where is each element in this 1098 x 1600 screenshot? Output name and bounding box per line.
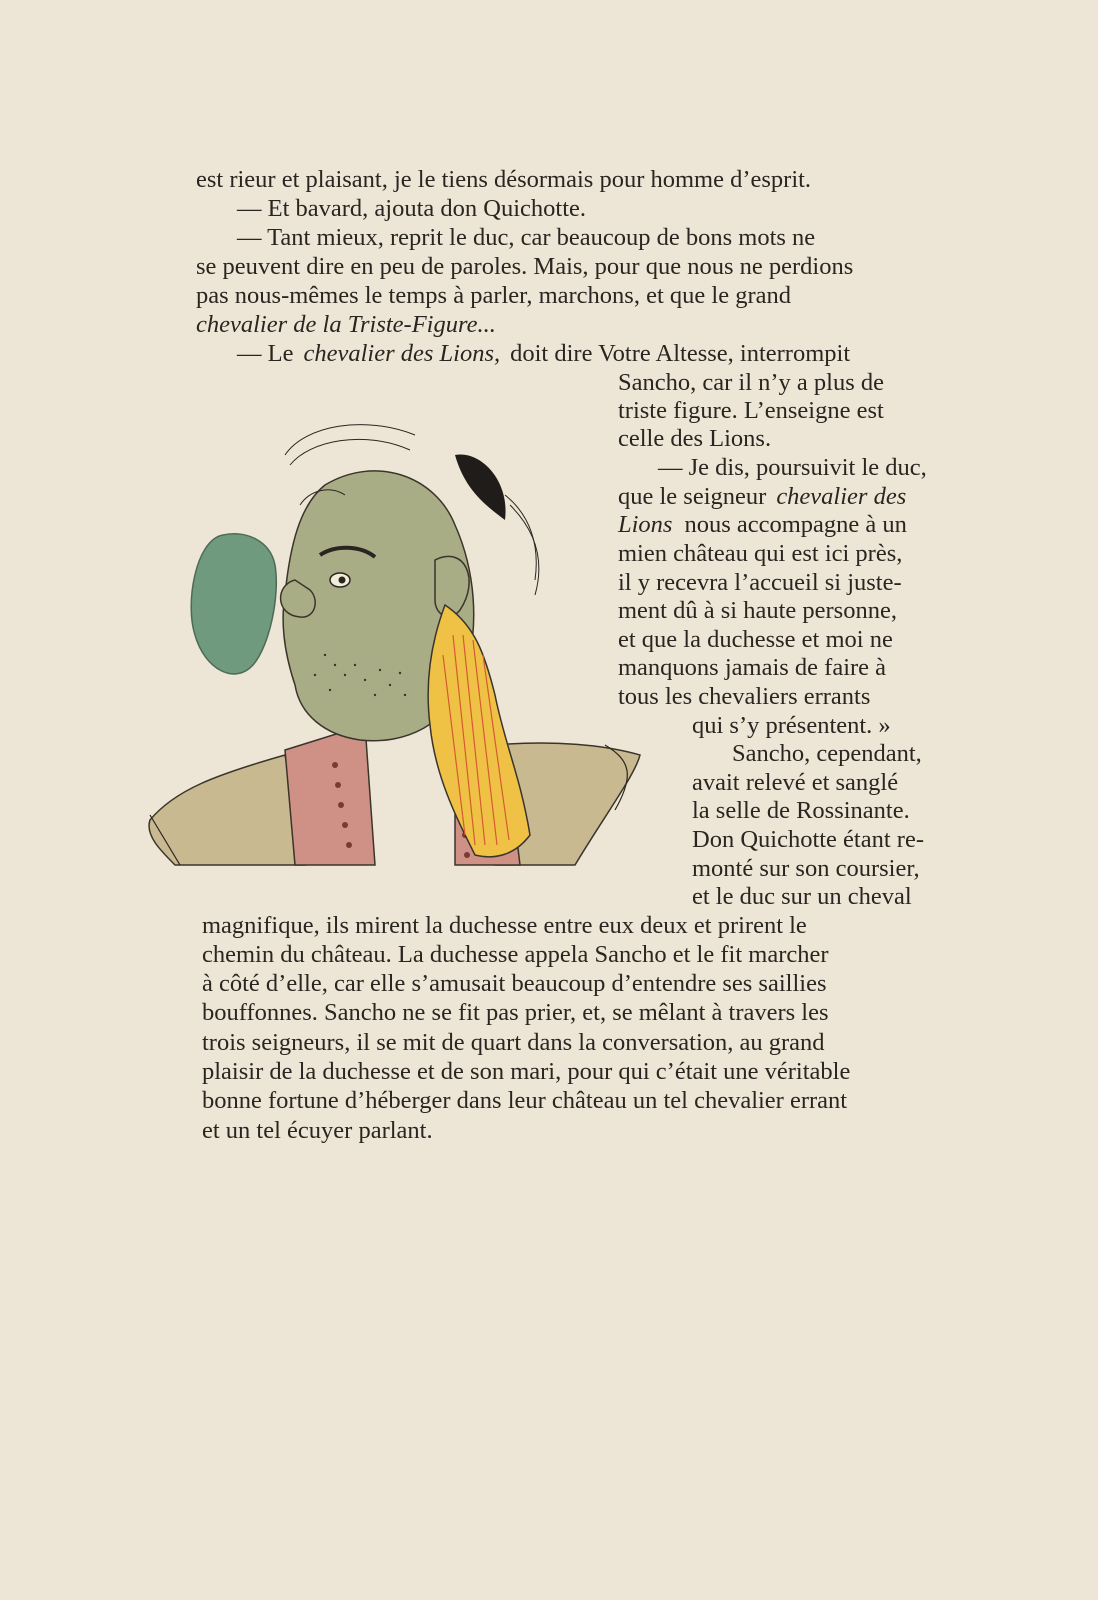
text-line-r15: avait relevé et sanglé <box>692 769 899 796</box>
text-line-r6: Lions nous accompagne à un <box>618 511 907 538</box>
text-line-r14: Sancho, cependant, <box>732 740 922 767</box>
text-line-r2: triste figure. L’enseigne est <box>618 397 884 424</box>
text-line-r1: Sancho, car il n’y a plus de <box>618 369 885 396</box>
sancho-illustration <box>135 395 665 895</box>
text-line-b7: bonne fortune d’héberger dans leur château un tel chevalier errant <box>202 1087 848 1114</box>
text-line-6: chevalier de la Triste-Figure... <box>196 311 496 338</box>
hair-tuft <box>455 454 506 520</box>
text-line-r17: Don Quichotte étant re- <box>692 826 924 853</box>
text-line-r5: que le seigneur chevalier des <box>618 483 907 510</box>
text-line-r9: ment dû à si haute personne, <box>618 597 897 624</box>
text-line-3: — Tant mieux, reprit le duc, car beaucoup de bons mots ne <box>237 224 816 251</box>
text-line-b5: trois seigneurs, il se mit de quart dans la conversation, au grand <box>202 1029 825 1056</box>
text-line-r7: mien château qui est ici près, <box>618 540 903 567</box>
text-line-b3: à côté d’elle, car elle s’amusait beaucoup d’entendre ses saillies <box>202 970 827 997</box>
text-line-b4: bouffonnes. Sancho ne se fit pas prier, et, se mêlant à travers les <box>202 999 829 1026</box>
text-line-r10: et que la duchesse et moi ne <box>618 626 893 653</box>
text-line-5: pas nous-mêmes le temps à parler, marchons, et que le grand <box>196 282 791 309</box>
text-line-7: — Le chevalier des Lions, doit dire Votre Altesse, interrompit <box>237 340 851 367</box>
text-line-2: — Et bavard, ajouta don Quichotte. <box>237 195 587 222</box>
text-line-b8: et un tel écuyer parlant. <box>202 1117 433 1144</box>
text-line-r18: monté sur son coursier, <box>692 855 920 882</box>
text-line-r13: qui s’y présentent. » <box>692 712 891 739</box>
hat-shape <box>191 534 276 674</box>
text-line-r12: tous les chevaliers errants <box>618 683 871 710</box>
text-line-r19: et le duc sur un cheval <box>692 883 912 910</box>
text-line-b1: magnifique, ils mirent la duchesse entre eux deux et prirent le <box>202 912 807 939</box>
text-line-r16: la selle de Rossinante. <box>692 797 910 824</box>
text-line-r3: celle des Lions. <box>618 425 772 452</box>
shirt-left <box>149 755 305 865</box>
cravat <box>428 605 530 857</box>
text-line-r8: il y recevra l’accueil si juste- <box>618 569 902 596</box>
text-line-4: se peuvent dire en peu de paroles. Mais, pour que nous ne perdions <box>196 253 854 280</box>
text-line-1: est rieur et plaisant, je le tiens désormais pour homme d’esprit. <box>196 166 812 193</box>
text-line-r4: — Je dis, poursuivit le duc, <box>658 454 927 481</box>
vest-left <box>285 725 375 865</box>
text-line-b2: chemin du château. La duchesse appela Sancho et le fit marcher <box>202 941 829 968</box>
text-line-b6: plaisir de la duchesse et de son mari, pour qui c’était une véritable <box>202 1058 851 1085</box>
text-line-r11: manquons jamais de faire à <box>618 654 887 681</box>
